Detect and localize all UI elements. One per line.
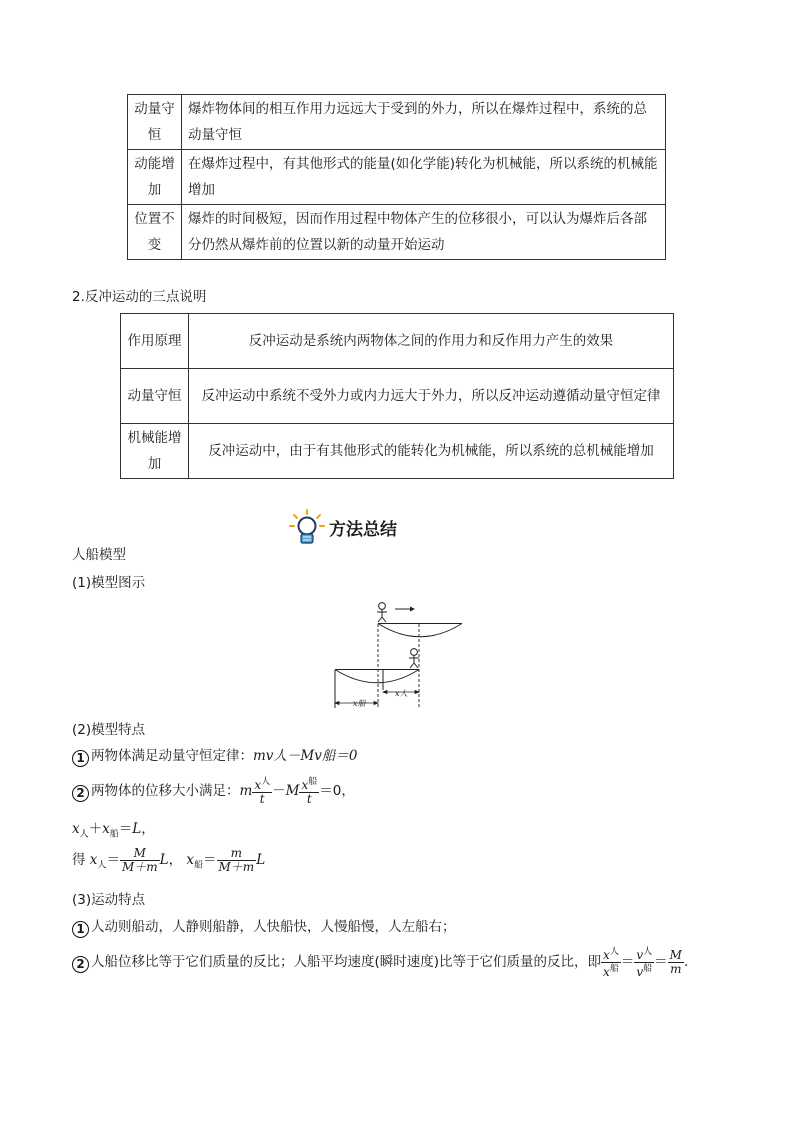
ship-displacement-label: x船 <box>353 699 366 708</box>
feature-2-text: 两物体的位移大小满足： <box>91 783 240 799</box>
feature-2 <box>72 774 355 808</box>
row-text: 反冲运动中系统不受外力或内力远大于外力，所以反冲运动遵循动量守恒定律 <box>189 369 674 424</box>
feature-1 <box>72 746 357 767</box>
result-prefix: 得 <box>72 852 86 868</box>
row-label: 机械能增加 <box>121 424 189 479</box>
row-label: 动量守恒 <box>128 95 182 150</box>
feature-1-formula: mv人－Mv船＝0 <box>253 748 358 764</box>
table-row <box>128 205 666 260</box>
row-label: 位置不变 <box>128 205 182 260</box>
motion-2-formula: $\frac{x^人}{x^船}$ ＝ $\frac{v^人}{v^船}$ ＝ $\frac{M}{m}$ . <box>603 946 689 979</box>
result-formula: 得 $x_人=$ $\frac{M}{M+m}$ L， $x_船=$ $\frac{m}{M+m}$ L <box>72 845 266 874</box>
features-caption: (2)模型特点 <box>72 722 146 738</box>
row-text: 反冲运动是系统内两物体之间的作用力和反作用力产生的效果 <box>189 314 674 369</box>
sum-formula: $x_人+x_船=L$， <box>72 821 155 840</box>
feature-1-text: 两物体满足动量守恒定律： <box>91 748 253 764</box>
table-row <box>121 314 674 369</box>
table-row <box>121 424 674 479</box>
lightbulb-icon <box>288 508 326 546</box>
motion-1 <box>72 917 456 938</box>
person-boat-diagram <box>330 600 464 712</box>
circled-number-2: 2 <box>72 956 89 973</box>
row-label: 作用原理 <box>121 314 189 369</box>
recoil-table <box>120 313 674 479</box>
circled-number-2: 2 <box>72 785 89 802</box>
person-displacement-label: x人 <box>395 689 408 698</box>
table-row <box>128 150 666 205</box>
table-row <box>121 369 674 424</box>
section-heading: 2.反冲运动的三点说明 <box>72 289 207 305</box>
circled-number-1: 1 <box>72 750 89 767</box>
circled-number-1: 1 <box>72 921 89 938</box>
feature-2-formula: m $\frac{x^人}{t}$ －M $\frac{x^船}{t}$ ＝0， <box>239 777 355 806</box>
row-text: 反冲运动中，由于有其他形式的能转化为机械能，所以系统的总机械能增加 <box>189 424 674 479</box>
motion-1-text: 人动则船动，人静则船静，人快船快，人慢船慢，人左船右； <box>91 919 456 935</box>
person-figure <box>379 603 386 610</box>
row-text: 爆炸物体间的相互作用力远远大于受到的外力，所以在爆炸过程中，系统的总动量守恒 <box>182 95 666 150</box>
motion-2 <box>72 945 688 979</box>
row-label: 动量守恒 <box>121 369 189 424</box>
method-summary-title: 方法总结 <box>329 520 397 540</box>
motion-caption: (3)运动特点 <box>72 892 146 908</box>
person-figure <box>411 649 418 656</box>
model-title: 人船模型 <box>72 547 126 563</box>
row-text: 在爆炸过程中，有其他形式的能量(如化学能)转化为机械能，所以系统的机械能增加 <box>182 150 666 205</box>
motion-2-text: 人船位移比等于它们质量的反比；人船平均速度(瞬时速度)比等于它们质量的反比，即 <box>91 954 602 970</box>
row-text: 爆炸的时间极短，因而作用过程中物体产生的位移很小，可以认为爆炸后各部分仍然从爆炸前的位置以新的动量开始运动 <box>182 205 666 260</box>
figure-caption: (1)模型图示 <box>72 575 146 591</box>
table-row <box>128 95 666 150</box>
row-label: 动能增加 <box>128 150 182 205</box>
explosion-table <box>127 94 666 260</box>
